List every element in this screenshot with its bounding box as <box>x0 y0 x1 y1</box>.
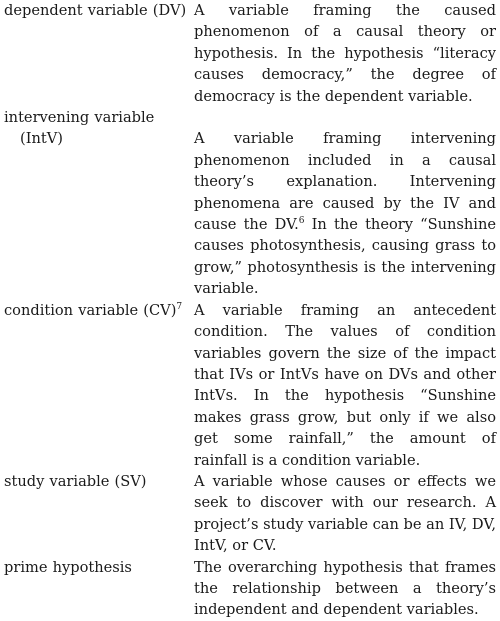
glossary-entry-study-variable <box>4 471 496 557</box>
glossary-definition: The overarching hypothesis that frames the relationship between a theory’s independent and dependent variables. <box>194 558 496 619</box>
glossary-term-line2: (IntV) <box>20 130 64 148</box>
glossary-term <box>4 300 194 471</box>
definition-text: A variable framing intervening phenomenon included in a causal theory’s explanation. Intervening phenomena are caused by the IV and cause the DV. <box>194 130 496 234</box>
glossary-term: study variable (SV) <box>4 472 147 490</box>
footnote-ref: 7 <box>176 301 183 312</box>
glossary-definition: A variable whose causes or effects we seek to discover with our research. A project’s study variable can be an IV, DV, IntV, or CV. <box>194 472 496 555</box>
glossary-definition: A variable framing the caused phenomenon of a causal theory or hypothesis. In the hypothesis “literacy causes democracy,” the degree of democracy is the dependent variable. <box>194 2 496 105</box>
definition-text-rest: In the theory “Sunshine causes photosynthesis, causing grass to grow,” photosynthesis is the intervening variable. <box>194 216 496 298</box>
glossary-list <box>4 0 496 621</box>
glossary-term: dependent variable (DV) <box>4 2 187 19</box>
term-text: condition variable (CV) <box>4 301 177 319</box>
footnote-ref: 6 <box>298 216 305 227</box>
glossary-definition: A variable framing an antecedent condition. The values of condition variables govern the size of the impact that IVs or IntVs have on DVs and other IntVs. In the hypothesis “Sunshine makes grass grow, but only if we also get some rainfall,” the amount of rainfall is a condition variable. <box>194 301 496 469</box>
glossary-term: prime hypothesis <box>4 558 132 576</box>
glossary-definition <box>194 128 496 299</box>
glossary-entry-condition-variable <box>4 300 496 471</box>
glossary-entry-intervening-variable <box>4 107 496 300</box>
glossary-entry-dependent-variable <box>4 0 496 107</box>
glossary-term-line1: intervening variable <box>4 109 155 127</box>
glossary-entry-prime-hypothesis <box>4 557 496 621</box>
